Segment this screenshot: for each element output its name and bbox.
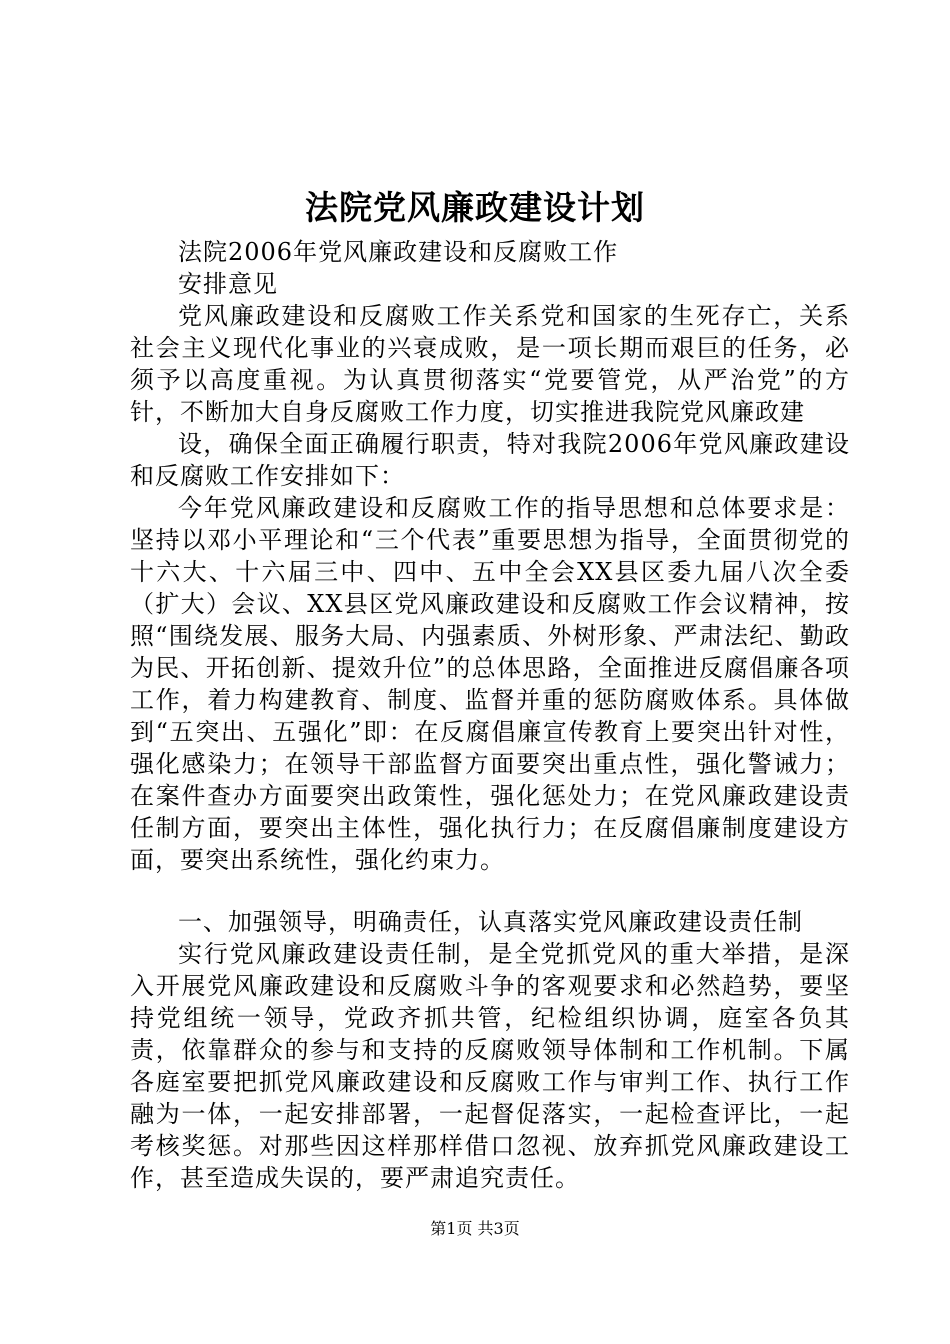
body-paragraph: 党风廉政建设和反腐败工作关系党和国家的生死存亡，关系社会主义现代化事业的兴衰成败，是一项长期而艰巨的任务，必须予以高度重视。为认真贯彻落实“党要管党，从严治党”的方针，不断加大自身反腐败工作力度，切实推进我院党风廉政建 bbox=[130, 302, 850, 426]
document-section-one bbox=[130, 906, 850, 1194]
page-number-footer: 第1页 共3页 bbox=[430, 1219, 520, 1238]
body-paragraph: 法院2006年党风廉政建设和反腐败工作 bbox=[178, 238, 619, 266]
body-paragraph: 设，确保全面正确履行职责，特对我院2006年党风廉政建设和反腐败工作安排如下： bbox=[130, 430, 850, 490]
body-paragraph: 安排意见 bbox=[178, 270, 278, 298]
document-body-intro bbox=[130, 236, 850, 876]
body-paragraph: 实行党风廉政建设责任制，是全党抓党风的重大举措，是深入开展党风廉政建设和反腐败斗争的客观要求和必然趋势，要坚持党组统一领导，党政齐抓共管，纪检组织协调，庭室各负其责，依靠群众的参与和支持的反腐败领导体制和工作机制。下属各庭室要把抓党风廉政建设和反腐败工作与审判工作、执行工作融为一体，一起安排部署，一起督促落实，一起检查评比，一起考核奖惩。对那些因这样那样借口忽视、放弃抓党风廉政建设工作，甚至造成失误的，要严肃追究责任。 bbox=[130, 940, 850, 1192]
document-title: 法院党风廉政建设计划 bbox=[305, 188, 645, 227]
section-heading: 一、加强领导，明确责任，认真落实党风廉政建设责任制 bbox=[178, 908, 803, 936]
body-paragraph: 今年党风廉政建设和反腐败工作的指导思想和总体要求是：坚持以邓小平理论和“三个代表”重要思想为指导，全面贯彻党的十六大、十六届三中、四中、五中全会XX县区委九届八次全委（扩大）会议、XX县区党风廉政建设和反腐败工作会议精神，按照“围绕发展、服务大局、内强素质、外树形象、严肃法纪、勤政为民、开拓创新、提效升位”的总体思路，全面推进反腐倡廉各项工作，着力构建教育、制度、监督并重的惩防腐败体系。具体做到“五突出、五强化”即：在反腐倡廉宣传教育上要突出针对性，强化感染力；在领导干部监督方面要突出重点性，强化警诫力；在案件查办方面要突出政策性，强化惩处力；在党风廉政建设责任制方面，要突出主体性，强化执行力；在反腐倡廉制度建设方面，要突出系统性，强化约束力。 bbox=[130, 494, 850, 874]
